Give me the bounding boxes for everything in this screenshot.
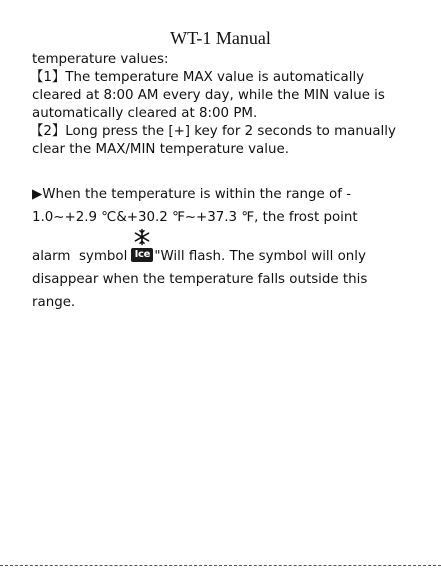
item-2-line-2: clear the MAX/MIN temperature value. xyxy=(32,142,289,157)
note-word: temperature xyxy=(111,187,196,202)
note-word: range xyxy=(285,187,325,202)
item-1-line-1: 【1】The temperature MAX value is automatically xyxy=(30,70,365,85)
note-word: ▶When xyxy=(32,187,81,202)
page-title: WT-1 Manual xyxy=(170,28,271,48)
note-word: is xyxy=(199,187,211,202)
manual-body xyxy=(32,51,412,159)
item-1-line-2: cleared at 8:00 AM every day, while the MIN value is xyxy=(32,88,385,103)
note-word: the xyxy=(262,210,285,225)
note-line-3 xyxy=(32,248,412,266)
note-line-3-after: "Will flash. The symbol will only xyxy=(154,249,366,264)
note-word: the xyxy=(85,187,108,202)
note-word: the xyxy=(259,187,282,202)
note-word: frost xyxy=(288,210,320,225)
item-2-line-1: 【2】Long press the [+] key for 2 seconds to manually xyxy=(30,124,396,139)
note-word: - xyxy=(346,187,352,202)
note-line-4: disappear when the temperature falls outside this xyxy=(32,272,368,287)
page-bottom-rule xyxy=(0,565,441,566)
note-line-5: range. xyxy=(32,295,76,310)
note-word: ℉, xyxy=(241,210,259,225)
ice-symbol-icon xyxy=(131,248,153,262)
note-paragraph xyxy=(32,186,412,204)
note-word: point xyxy=(323,210,358,225)
note-paragraph-line-2 xyxy=(32,209,412,227)
note-line-1 xyxy=(32,186,412,204)
note-word: ℃&+30.2 xyxy=(101,210,168,225)
intro-line: temperature values: xyxy=(32,52,169,67)
note-word: ℉~+37.3 xyxy=(172,210,238,225)
note-line-3-before: alarm symbol xyxy=(32,249,128,264)
note-word: 1.0~+2.9 xyxy=(32,210,98,225)
note-word: within xyxy=(214,187,256,202)
ice-symbol-label: Ice xyxy=(134,249,151,260)
note-word: of xyxy=(329,187,342,202)
snowflake-icon xyxy=(133,228,151,246)
note-paragraph-rest xyxy=(32,248,412,312)
item-1-line-3: automatically cleared at 8:00 PM. xyxy=(32,106,258,121)
note-line-2 xyxy=(32,209,412,227)
